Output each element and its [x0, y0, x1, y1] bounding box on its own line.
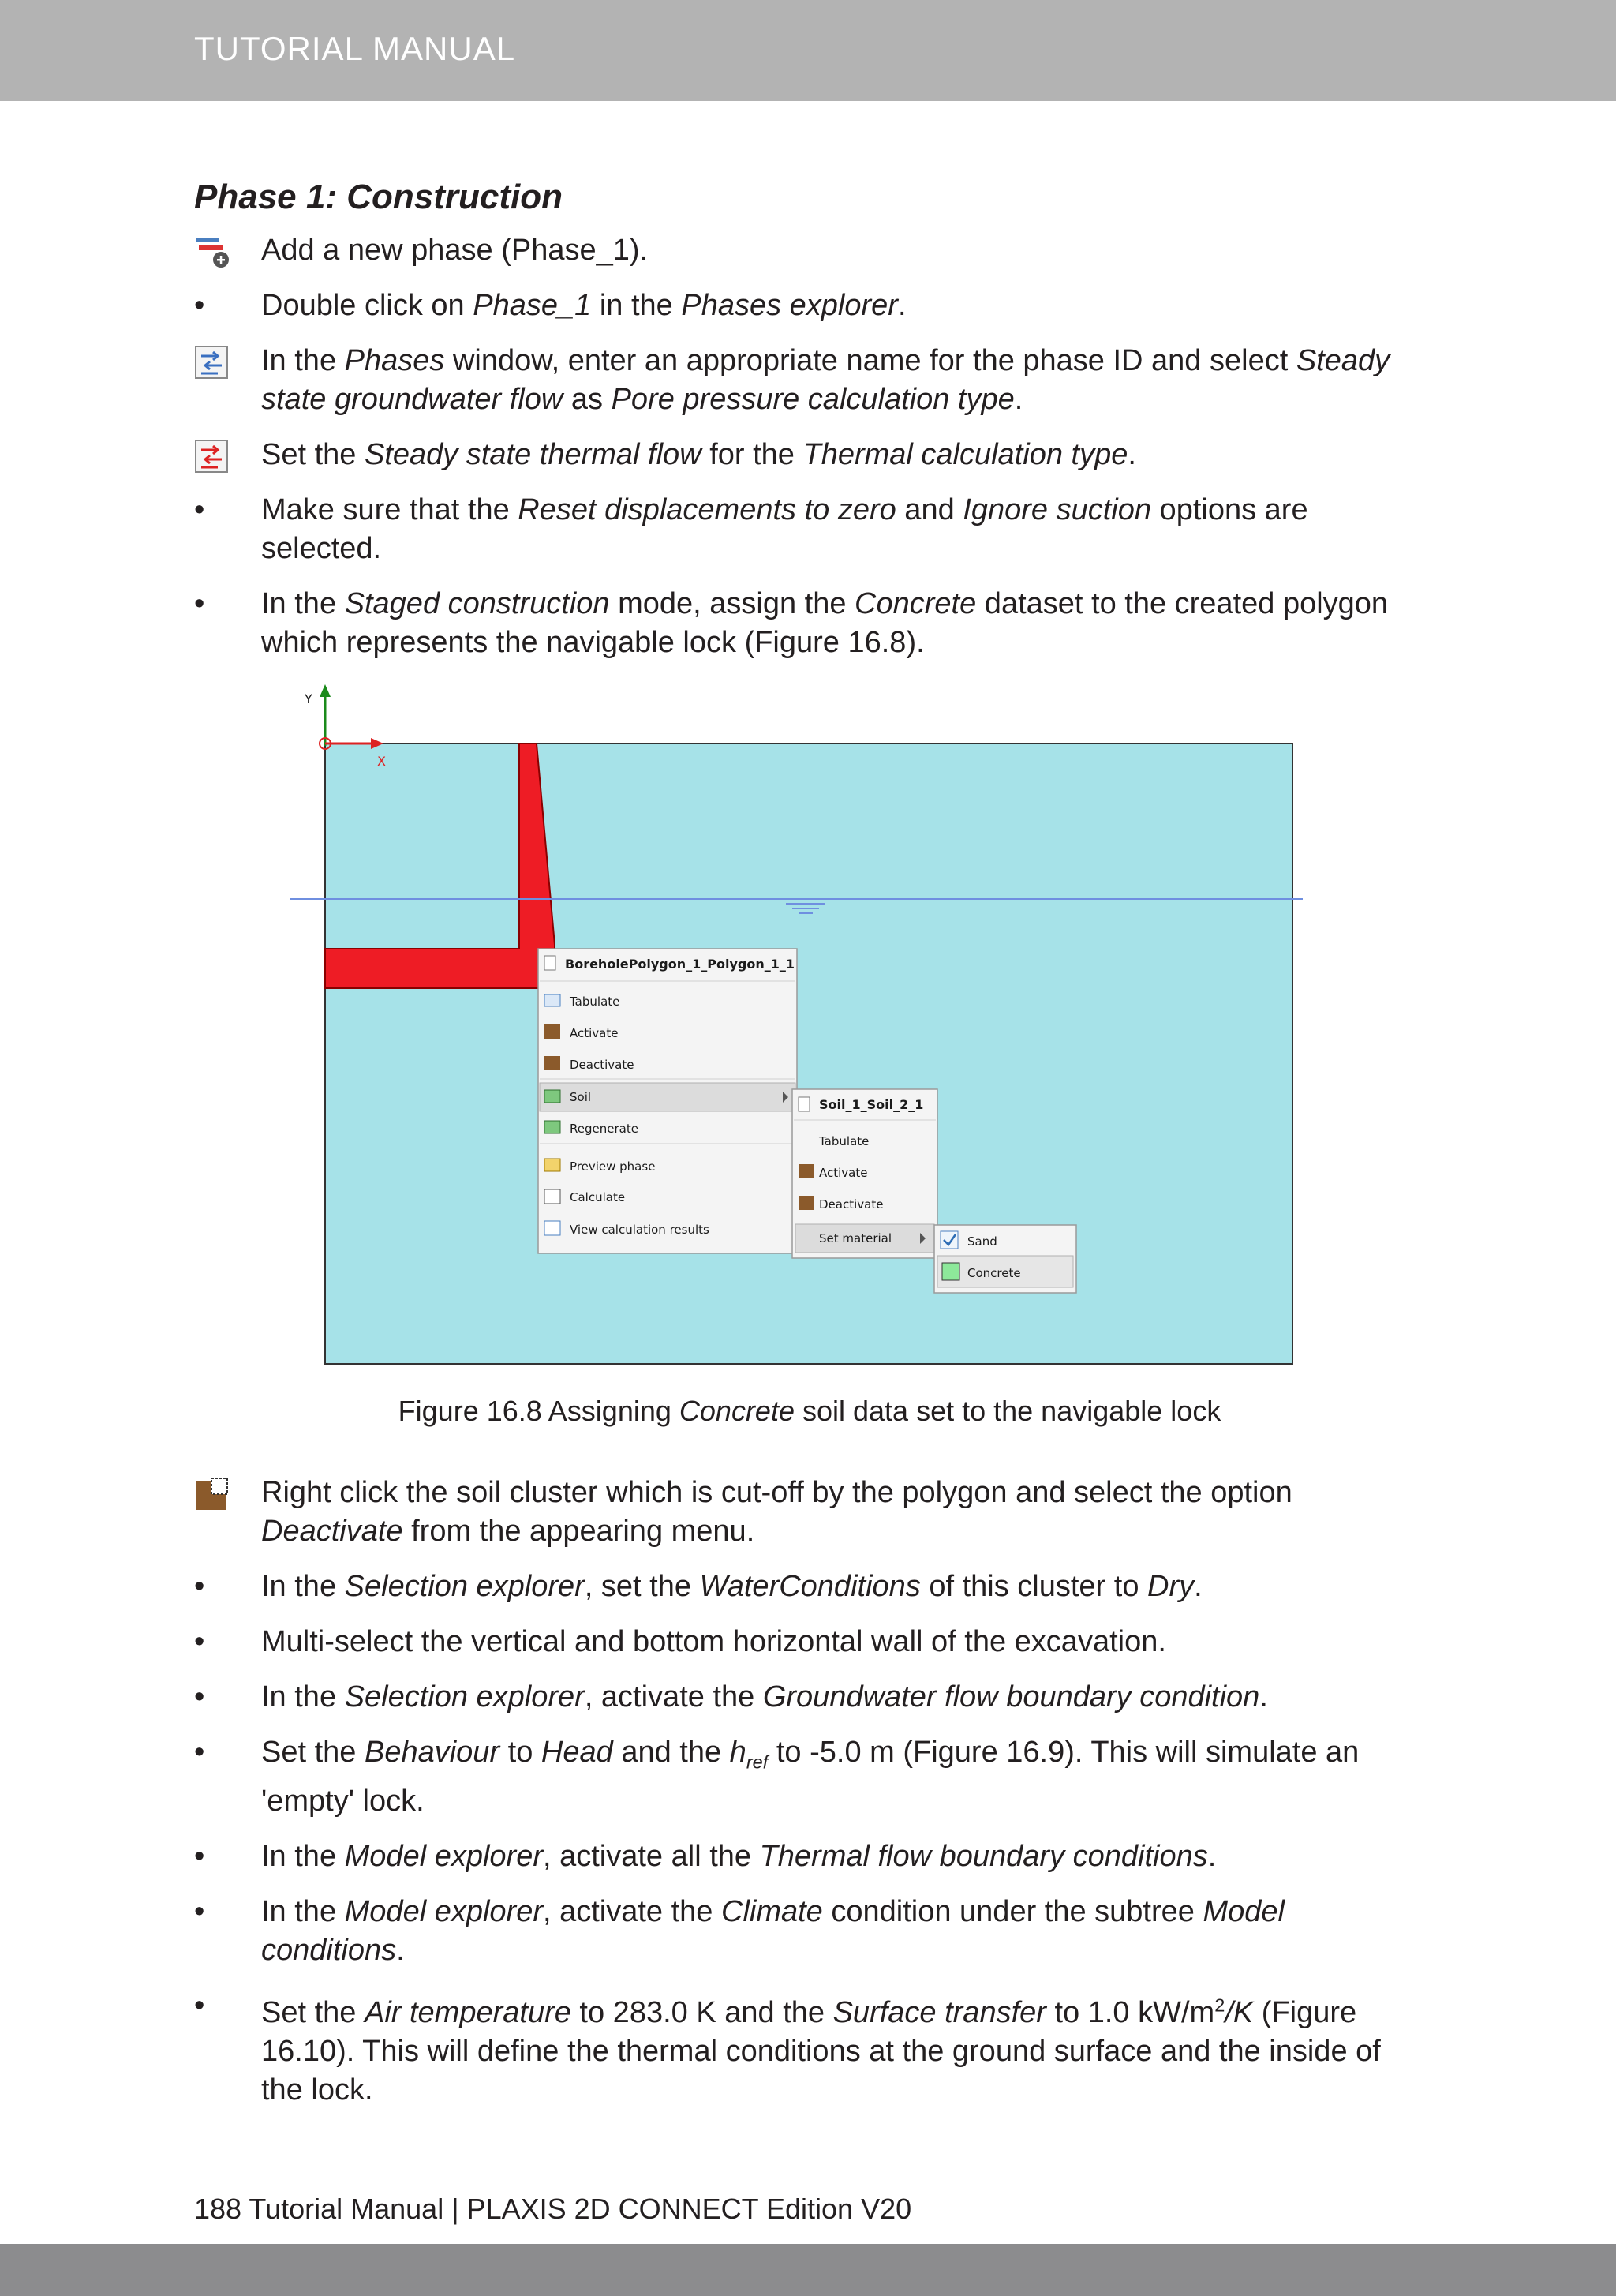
- bullet: •: [194, 1839, 205, 1873]
- submenu-item-deactivate[interactable]: [799, 1196, 883, 1212]
- text-segment: (Figure 16.10). This will define the thermal conditions at the ground surface and the inside of the lock.: [261, 1996, 1381, 2107]
- svg-text:Set material: Set material: [819, 1231, 892, 1245]
- text-segment: Multi-select the vertical and bottom horizontal wall of the excavation.: [261, 1625, 1166, 1658]
- menu-item-view-results[interactable]: [544, 1221, 709, 1237]
- text-segment: WaterConditions: [699, 1570, 921, 1603]
- bullet: •: [194, 1680, 205, 1714]
- text-segment: .: [1128, 438, 1136, 471]
- step-phases-window: [194, 342, 1425, 419]
- menu-item-deactivate[interactable]: [544, 1056, 634, 1072]
- step-reset-displacements: [194, 491, 1425, 568]
- bullet: •: [194, 289, 205, 322]
- text-segment: h: [729, 1736, 746, 1769]
- text-segment: , set the: [584, 1570, 700, 1603]
- text-segment: .: [1014, 383, 1023, 416]
- step-assign-concrete: [194, 585, 1425, 662]
- step-text: [261, 1476, 1292, 1548]
- text-segment: for the: [701, 438, 803, 471]
- figure-caption: Figure 16.8 Assigning Concrete soil data set to the navigable lock: [398, 1395, 1221, 1427]
- text-segment: In the: [261, 1680, 345, 1714]
- text-segment: Deactivate: [261, 1515, 403, 1548]
- step-text: [261, 1625, 1166, 1658]
- material-color-swatch: [942, 1263, 960, 1280]
- step-text: [261, 1680, 1268, 1714]
- text-segment: Phases: [344, 344, 445, 377]
- text-segment: Thermal flow boundary conditions: [759, 1839, 1208, 1873]
- text-segment: Model explorer: [344, 1894, 543, 1928]
- step-activate-climate: [194, 1893, 1425, 1970]
- text-segment: Groundwater flow boundary condition: [762, 1680, 1260, 1714]
- step-text: [261, 1736, 1359, 1818]
- step-set-behaviour-head: [194, 1733, 1425, 1821]
- check-icon: [941, 1231, 958, 1249]
- svg-text:Sand: Sand: [967, 1234, 997, 1249]
- text-segment: Staged construction: [344, 587, 610, 620]
- text-segment: 2: [1214, 1994, 1225, 2016]
- text-segment: in the: [591, 289, 682, 322]
- text-segment: .: [396, 1933, 405, 1967]
- step-text: [261, 234, 648, 267]
- add-phase-icon: [194, 234, 230, 271]
- text-segment: Pore pressure calculation type: [611, 383, 1015, 416]
- menu-soil-header: Soil_1_Soil_2_1: [819, 1097, 924, 1112]
- menu-item-activate[interactable]: [544, 1024, 618, 1040]
- bullet: •: [194, 587, 205, 620]
- menu-item-soil[interactable]: [540, 1083, 795, 1111]
- bullet: •: [194, 1894, 205, 1928]
- text-segment: mode, assign the: [609, 587, 855, 620]
- bullet: •: [194, 1988, 205, 2022]
- menu-item-regenerate[interactable]: [544, 1121, 638, 1136]
- text-segment: In the: [261, 1570, 345, 1603]
- axis-origin-icon: [320, 684, 383, 749]
- bullet: •: [194, 1570, 205, 1603]
- text-segment: from the appearing menu.: [402, 1515, 755, 1548]
- text-segment: to 1.0 kW/m: [1046, 1996, 1215, 2030]
- text-segment: K: [1233, 1996, 1254, 2030]
- step-text: [261, 344, 1390, 416]
- soil-domain[interactable]: [325, 743, 1292, 1364]
- regenerate-icon: [544, 1121, 560, 1133]
- activate-icon: [799, 1164, 814, 1178]
- text-segment: Set the: [261, 438, 365, 471]
- phases-window-icon: [194, 345, 230, 381]
- text-segment: and the: [612, 1736, 730, 1769]
- text-segment: to 283.0 K and the: [570, 1996, 833, 2030]
- deactivate-icon: [194, 1477, 230, 1513]
- text-segment: Steady state groundwater flow: [261, 344, 1390, 416]
- text-segment: In the: [261, 344, 345, 377]
- step-thermal-boundaries: [194, 1837, 1425, 1876]
- svg-text:Regenerate: Regenerate: [570, 1122, 638, 1136]
- text-segment: .: [1207, 1839, 1217, 1873]
- text-segment: .: [897, 289, 907, 322]
- svg-text:Calculate: Calculate: [570, 1190, 626, 1204]
- figure-canvas: [194, 684, 1425, 1379]
- table-icon: [544, 994, 560, 1006]
- text-segment: window, enter an appropriate name for the phase ID and select: [444, 344, 1296, 377]
- axis-x-label: X: [377, 754, 386, 769]
- text-segment: Dry: [1147, 1570, 1195, 1603]
- step-text: [261, 493, 1308, 565]
- step-text: [261, 438, 1136, 471]
- text-segment: Selection explorer: [344, 1680, 585, 1714]
- header-title: TUTORIAL MANUAL: [194, 30, 516, 67]
- step-text: [261, 289, 907, 322]
- step-thermal-flow: [194, 436, 1425, 474]
- text-segment: /: [1225, 1996, 1233, 2030]
- menu-main-header: BoreholePolygon_1_Polygon_1_1: [565, 957, 795, 972]
- svg-text:Soil: Soil: [570, 1090, 592, 1104]
- soil-icon: [544, 1090, 560, 1103]
- view-results-icon: [544, 1221, 560, 1235]
- page-footer-bar: [0, 2244, 1616, 2296]
- svg-text:Deactivate: Deactivate: [819, 1197, 884, 1212]
- page-footer-text: 188 Tutorial Manual | PLAXIS 2D CONNECT Edition V20: [194, 2193, 912, 2225]
- bullet: •: [194, 493, 205, 526]
- text-segment: Climate: [721, 1894, 823, 1928]
- svg-text:Preview phase: Preview phase: [570, 1159, 656, 1174]
- text-segment: Phase_1: [473, 289, 592, 322]
- text-segment: Behaviour: [364, 1736, 500, 1769]
- text-segment: to: [499, 1736, 541, 1769]
- menu-item-calculate[interactable]: [544, 1189, 625, 1204]
- text-segment: Reset displacements to zero: [518, 493, 896, 526]
- preview-icon: [544, 1159, 560, 1171]
- text-segment: and: [896, 493, 963, 526]
- text-segment: Right click the soil cluster which is cut-off by the polygon and select the option: [261, 1476, 1292, 1509]
- text-segment: Model conditions: [261, 1894, 1285, 1967]
- text-segment: Model explorer: [344, 1839, 543, 1873]
- text-segment: Steady state thermal flow: [364, 438, 701, 471]
- text-segment: Phases explorer: [681, 289, 898, 322]
- steps-list-top: [194, 231, 1425, 662]
- step-add-phase: [194, 231, 1425, 270]
- svg-text:View calculation results: View calculation results: [570, 1223, 709, 1237]
- text-segment: to -5.0 m (Figure 16.9). This will simulate an 'empty' lock.: [261, 1736, 1360, 1818]
- svg-text:Tabulate: Tabulate: [570, 994, 620, 1009]
- text-segment: .: [1259, 1680, 1268, 1714]
- step-air-temperature: [194, 1987, 1425, 2111]
- text-segment: , activate the: [584, 1680, 763, 1714]
- text-segment: options are selected.: [261, 493, 1308, 565]
- text-segment: In the: [261, 1839, 345, 1873]
- submenu-item-set-material[interactable]: [795, 1224, 934, 1253]
- text-segment: Set the: [261, 1996, 365, 2030]
- text-segment: Thermal calculation type: [802, 438, 1128, 471]
- axis-y-label: Y: [305, 691, 312, 706]
- text-segment: Surface transfer: [832, 1996, 1046, 2030]
- svg-text:Activate: Activate: [819, 1166, 868, 1180]
- submenu-item-activate[interactable]: [799, 1164, 867, 1180]
- step-multiselect-walls: [194, 1623, 1425, 1661]
- page-content: [194, 178, 1425, 2126]
- step-activate-gw-boundary: [194, 1678, 1425, 1717]
- text-segment: Head: [541, 1736, 613, 1769]
- text-segment: of this cluster to: [920, 1570, 1148, 1603]
- text-segment: condition under the subtree: [822, 1894, 1203, 1928]
- figure-16-8: [194, 684, 1425, 1474]
- thermal-phases-icon: [194, 439, 230, 475]
- material-item-concrete[interactable]: [937, 1256, 1073, 1287]
- text-segment: , activate the: [542, 1894, 721, 1928]
- menu-item-tabulate[interactable]: [544, 994, 619, 1009]
- text-segment: In the: [261, 1894, 345, 1928]
- text-segment: .: [1194, 1570, 1203, 1603]
- page-header: [0, 0, 1616, 101]
- step-text: [261, 1895, 1285, 1967]
- bullet: •: [194, 1736, 205, 1769]
- step-text: [261, 1840, 1216, 1873]
- text-segment: , activate all the: [542, 1839, 760, 1873]
- svg-text:Concrete: Concrete: [967, 1266, 1021, 1280]
- text-segment: Air temperature: [364, 1996, 571, 2030]
- text-segment: Selection explorer: [344, 1570, 585, 1603]
- text-segment: Make sure that the: [261, 493, 518, 526]
- step-text: [261, 1570, 1203, 1603]
- deactivate-icon: [544, 1056, 560, 1070]
- text-segment: Double click on: [261, 289, 473, 322]
- submenu-item-tabulate[interactable]: [818, 1134, 869, 1148]
- calculate-icon: [544, 1189, 560, 1204]
- text-segment: as: [563, 383, 612, 416]
- material-item-sand[interactable]: [941, 1231, 997, 1249]
- context-menu-main: [538, 949, 797, 1253]
- svg-text:Deactivate: Deactivate: [570, 1058, 634, 1072]
- step-double-click: [194, 287, 1425, 325]
- step-text: [261, 1996, 1381, 2107]
- section-title: Phase 1: Construction: [194, 178, 563, 216]
- step-deactivate-cluster: [194, 1474, 1425, 1551]
- step-text: [261, 587, 1388, 659]
- context-menu-material: [934, 1225, 1076, 1293]
- steps-list-bottom: [194, 1474, 1425, 2110]
- text-segment: In the: [261, 587, 345, 620]
- text-segment: dataset to the created polygon which represents the navigable lock (Figure 16.8).: [261, 587, 1389, 659]
- activate-icon: [544, 1024, 560, 1039]
- text-segment: Add a new phase (Phase_1).: [261, 234, 649, 267]
- text-segment: Set the: [261, 1736, 365, 1769]
- deactivate-icon: [799, 1196, 814, 1210]
- step-water-conditions: [194, 1567, 1425, 1606]
- text-segment: Concrete: [855, 587, 977, 620]
- svg-text:Activate: Activate: [570, 1026, 619, 1040]
- svg-text:Tabulate: Tabulate: [819, 1134, 870, 1148]
- context-menu-soil: [792, 1089, 937, 1258]
- bullet: •: [194, 1625, 205, 1658]
- text-segment: ref: [746, 1751, 769, 1773]
- text-segment: Ignore suction: [963, 493, 1151, 526]
